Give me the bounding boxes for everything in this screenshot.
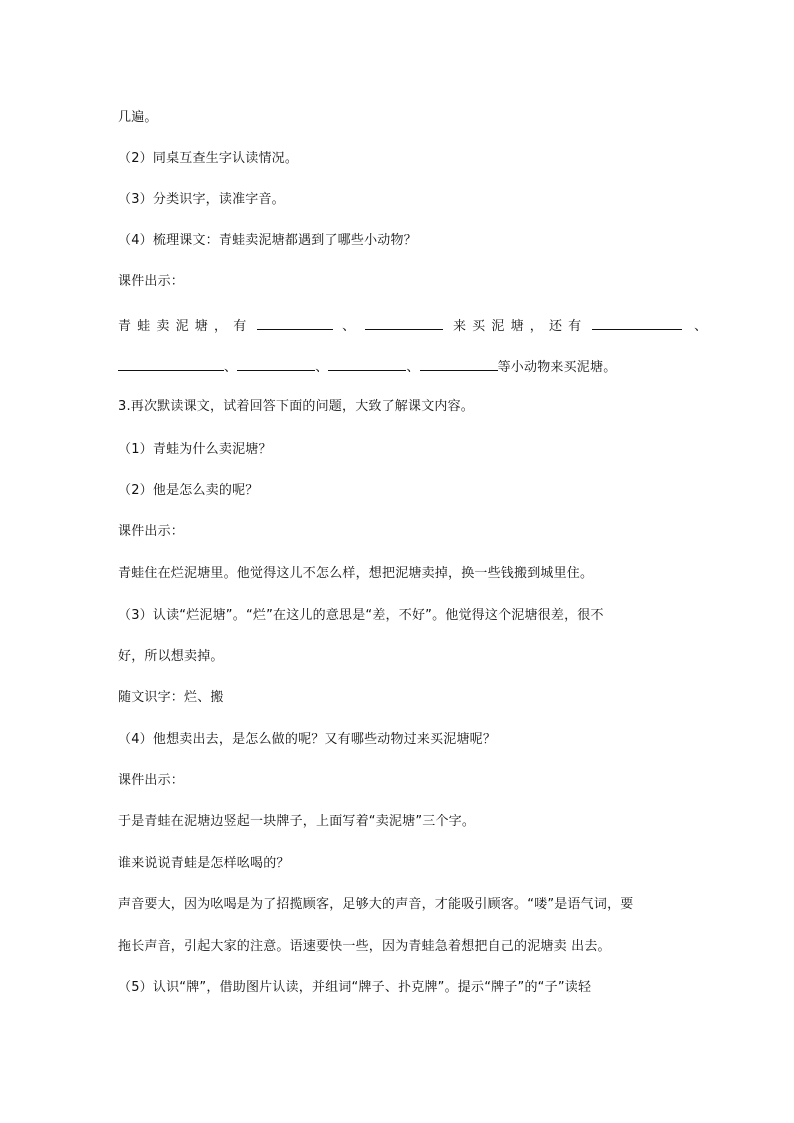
fill-text: 来买泥塘，还有 bbox=[452, 319, 588, 334]
text-line: 拖长声音，引起大家的注意。语速要快一些，因为青蛙急着想把自己的泥塘卖 出去。 bbox=[118, 939, 611, 954]
answer-blank[interactable] bbox=[365, 316, 443, 330]
text-line: （2）同桌互查生字认读情况。 bbox=[118, 151, 299, 166]
text-line: 青蛙住在烂泥塘里。他觉得这儿不怎么样，想把泥塘卖掉，换一些钱搬到城里住。 bbox=[118, 566, 594, 581]
text-line: （5）认识“牌”，借助图片认读，并组词“牌子、扑克牌”。提示“牌子”的“子”读轻 bbox=[118, 980, 592, 995]
text-line: 随文识字：烂、搬 bbox=[118, 690, 224, 705]
text-line: 于是青蛙在泥塘边竖起一块牌子，上面写着“卖泥塘”三个字。 bbox=[118, 814, 476, 829]
answer-blank[interactable] bbox=[420, 357, 498, 371]
fill-blank-line bbox=[118, 357, 616, 377]
answer-blank[interactable] bbox=[118, 357, 224, 371]
text-line: （3）分类识字，读准字音。 bbox=[118, 192, 285, 207]
text-line: （3）认读“烂泥塘”。“烂”在这儿的意思是“差，不好”。他觉得这个泥塘很差，很不 bbox=[118, 608, 604, 623]
fill-blank-line bbox=[118, 316, 707, 336]
text-line: 几遍。 bbox=[118, 110, 158, 125]
fill-separator: 、 bbox=[406, 360, 420, 375]
answer-blank[interactable] bbox=[237, 357, 315, 371]
fill-text: 等小动物来买泥塘。 bbox=[497, 360, 617, 375]
text-line: 3.再次默读课文，试着回答下面的问题，大致了解课文内容。 bbox=[118, 399, 475, 414]
answer-blank[interactable] bbox=[257, 316, 333, 330]
fill-text: 青蛙卖泥塘，有 bbox=[118, 319, 253, 334]
text-line: 课件出示： bbox=[118, 773, 185, 788]
fill-separator: 、 bbox=[315, 360, 329, 375]
text-line: （4）梳理课文：青蛙卖泥塘都遇到了哪些小动物？ bbox=[118, 233, 417, 248]
text-line: 好，所以想卖掉。 bbox=[118, 649, 224, 664]
text-line: （4）他想卖出去，是怎么做的呢？又有哪些动物过来买泥塘呢？ bbox=[118, 732, 497, 747]
fill-separator: 、 bbox=[342, 319, 356, 334]
text-line: 课件出示： bbox=[118, 524, 185, 539]
fill-separator: 、 bbox=[694, 319, 708, 334]
text-line: （1）青蛙为什么卖泥塘？ bbox=[118, 442, 272, 457]
text-line: （2）他是怎么卖的呢？ bbox=[118, 483, 259, 498]
answer-blank[interactable] bbox=[328, 357, 406, 371]
answer-blank[interactable] bbox=[592, 316, 682, 330]
text-line: 谁来说说青蛙是怎样吆喝的？ bbox=[118, 856, 290, 871]
text-line: 课件出示： bbox=[118, 274, 185, 289]
text-line: 声音要大，因为吆喝是为了招揽顾客，足够大的声音，才能吸引顾客。“喽”是语气词，要 bbox=[118, 897, 634, 912]
fill-separator: 、 bbox=[224, 360, 238, 375]
